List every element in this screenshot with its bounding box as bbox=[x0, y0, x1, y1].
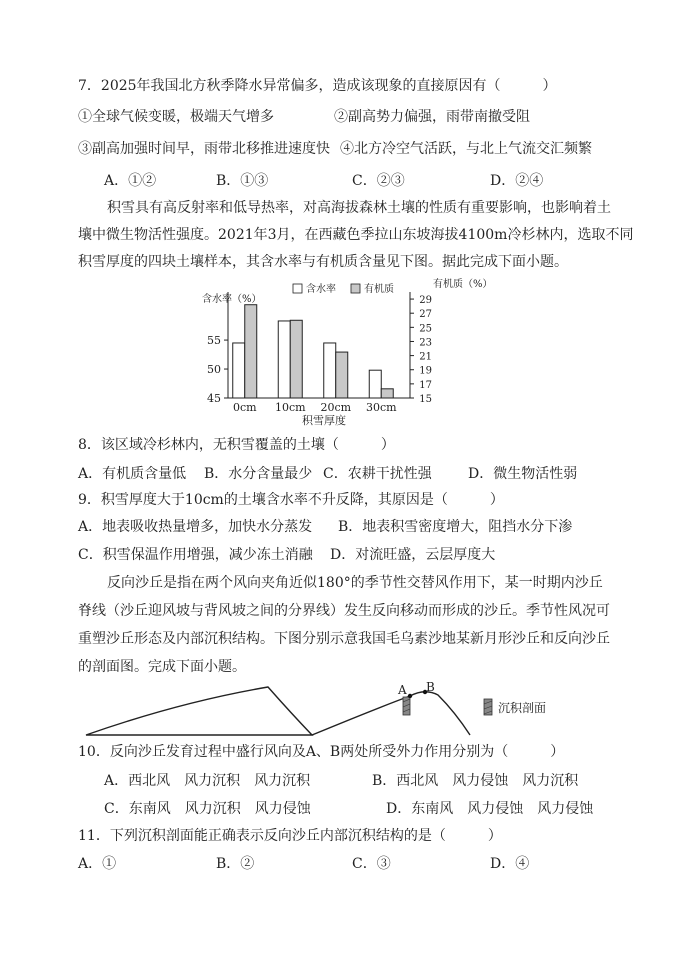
q11-option-c[interactable]: C．③ bbox=[352, 856, 391, 872]
chart-bars bbox=[233, 305, 394, 398]
q8-option-c[interactable]: C．农耕干扰性强 bbox=[323, 466, 432, 482]
q8-stem: 8．该区域冷杉林内，无积雪覆盖的土壤（ ） bbox=[78, 437, 395, 453]
right-tick-label-4: 23 bbox=[419, 337, 432, 349]
bar-含水率-30cm bbox=[369, 370, 381, 398]
left-tick-label-2: 55 bbox=[207, 334, 221, 348]
label-a: A bbox=[398, 683, 407, 697]
bar-含水率-10cm bbox=[278, 321, 290, 398]
right-tick-label-1: 17 bbox=[419, 379, 432, 391]
bar-含水率-20cm bbox=[324, 343, 336, 398]
q7-option-b[interactable]: B．①③ bbox=[216, 173, 269, 189]
q10-option-c[interactable]: C．东南风 风力沉积 风力侵蚀 bbox=[104, 801, 311, 817]
category-label-3: 30cm bbox=[365, 401, 397, 414]
label-b: B bbox=[426, 682, 435, 694]
q7-option-d[interactable]: D．②④ bbox=[490, 173, 544, 189]
passage2-line-4: 的剖面图。完成下面小题。 bbox=[78, 659, 246, 675]
bar-含水率-0cm bbox=[233, 343, 245, 398]
q7-statement-1: ①全球气候变暖，极端天气增多 bbox=[78, 109, 274, 125]
category-label-1: 10cm bbox=[274, 401, 306, 414]
reverse-dune-profile bbox=[312, 692, 470, 735]
q8-option-b[interactable]: B．水分含量最少 bbox=[204, 466, 313, 482]
passage1-line-1: 积雪具有高反射率和低导热率，对高海拔森林土壤的性质有重要影响，也影响着土 bbox=[107, 200, 611, 216]
left-tick-label-1: 50 bbox=[207, 363, 221, 377]
passage2-line-1: 反向沙丘是指在两个风向夹角近似180°的季节性交替风作用下，某一时期内沙丘 bbox=[107, 575, 603, 591]
q9-option-d[interactable]: D．对流旺盛，云层厚度大 bbox=[330, 547, 496, 563]
q11-stem: 11．下列沉积剖面能正确表示反向沙丘内部沉积结构的是（ ） bbox=[78, 828, 502, 844]
q10-stem: 10．反向沙丘发育过程中盛行风向及A、B两处所受外力作用分别为（ ） bbox=[78, 744, 565, 760]
q7-stem: 7．2025年我国北方秋季降水异常偏多，造成该现象的直接原因有（ ） bbox=[78, 78, 557, 94]
legend-swatch-1 bbox=[351, 284, 360, 293]
left-axis-label: 含水率（%） bbox=[202, 294, 262, 305]
q7-option-c[interactable]: C．②③ bbox=[352, 173, 405, 189]
bar-有机质-0cm bbox=[245, 305, 257, 398]
dune-profile-figure bbox=[0, 682, 688, 742]
category-label-2: 20cm bbox=[320, 401, 352, 414]
point-a bbox=[408, 694, 412, 698]
q11-option-d[interactable]: D．④ bbox=[490, 856, 530, 872]
left-tick-label-0: 45 bbox=[207, 392, 221, 405]
right-axis-label: 有机质（%） bbox=[433, 279, 493, 290]
passage2-line-3: 重塑沙丘形态及内部沉积结构。下图分别示意我国毛乌素沙地某新月形沙丘和反向沙丘 bbox=[78, 631, 610, 647]
passage1-line-2: 壤中微生物活性强度。2021年3月，在西藏色季拉山东坡海拔4100m冷杉林内，选取不同 bbox=[78, 227, 634, 243]
right-tick-label-5: 25 bbox=[419, 323, 432, 335]
q7-statement-3: ③副高加强时间早，雨带北移推进速度快 bbox=[78, 141, 330, 157]
q10-option-b[interactable]: B．西北风 风力侵蚀 风力沉积 bbox=[372, 773, 579, 789]
bar-有机质-20cm bbox=[336, 352, 348, 398]
q8-option-a[interactable]: A．有机质含量低 bbox=[78, 466, 187, 482]
right-tick-label-3: 21 bbox=[419, 351, 432, 363]
q11-option-a[interactable]: A．① bbox=[78, 856, 117, 872]
q8-option-d[interactable]: D．微生物活性弱 bbox=[468, 466, 578, 482]
q10-option-d[interactable]: D．东南风 风力侵蚀 风力侵蚀 bbox=[386, 801, 594, 817]
q9-stem: 9．积雪厚度大于10cm的土壤含水率不升反降，其原因是（ ） bbox=[78, 492, 504, 508]
crescent-dune-profile bbox=[86, 687, 312, 735]
right-tick-label-0: 15 bbox=[419, 394, 432, 405]
q7-option-a[interactable]: A．①② bbox=[104, 173, 157, 189]
q7-statement-4: ④北方冷空气活跃，与北上气流交汇频繁 bbox=[340, 141, 592, 157]
legend-label-1: 有机质 bbox=[364, 284, 394, 295]
q10-option-a[interactable]: A．西北风 风力沉积 风力沉积 bbox=[104, 773, 311, 789]
bar-有机质-10cm bbox=[290, 320, 302, 398]
soil-bar-chart bbox=[0, 272, 688, 432]
q7-statement-2: ②副高势力偏强，雨带南撤受阻 bbox=[334, 109, 530, 125]
right-tick-label-6: 27 bbox=[419, 309, 432, 321]
right-tick-label-7: 29 bbox=[419, 295, 432, 307]
q9-option-a[interactable]: A．地表吸收热量增多，加快水分蒸发 bbox=[78, 519, 313, 535]
q11-option-b[interactable]: B．② bbox=[216, 856, 255, 872]
passage1-line-3: 积雪厚度的四块土壤样本，其含水率与有机质含量见下图。据此完成下面小题。 bbox=[78, 254, 568, 270]
x-axis-label: 积雪厚度 bbox=[302, 414, 346, 427]
legend-label-0: 含水率 bbox=[306, 284, 336, 295]
right-tick-label-2: 19 bbox=[419, 365, 432, 377]
q9-option-c[interactable]: C．积雪保温作用增强，减少冻土消融 bbox=[78, 547, 313, 563]
category-label-0: 0cm bbox=[232, 401, 257, 414]
legend-swatch-0 bbox=[293, 284, 302, 293]
legend-sediment-label: 沉积剖面 bbox=[498, 701, 547, 715]
passage2-line-2: 脊线（沙丘迎风坡与背风坡之间的分界线）发生反向移动而形成的沙丘。季节性风况可 bbox=[78, 603, 610, 619]
q9-option-b[interactable]: B．地表积雪密度增大，阻挡水分下渗 bbox=[338, 519, 573, 535]
bar-有机质-30cm bbox=[381, 389, 393, 398]
